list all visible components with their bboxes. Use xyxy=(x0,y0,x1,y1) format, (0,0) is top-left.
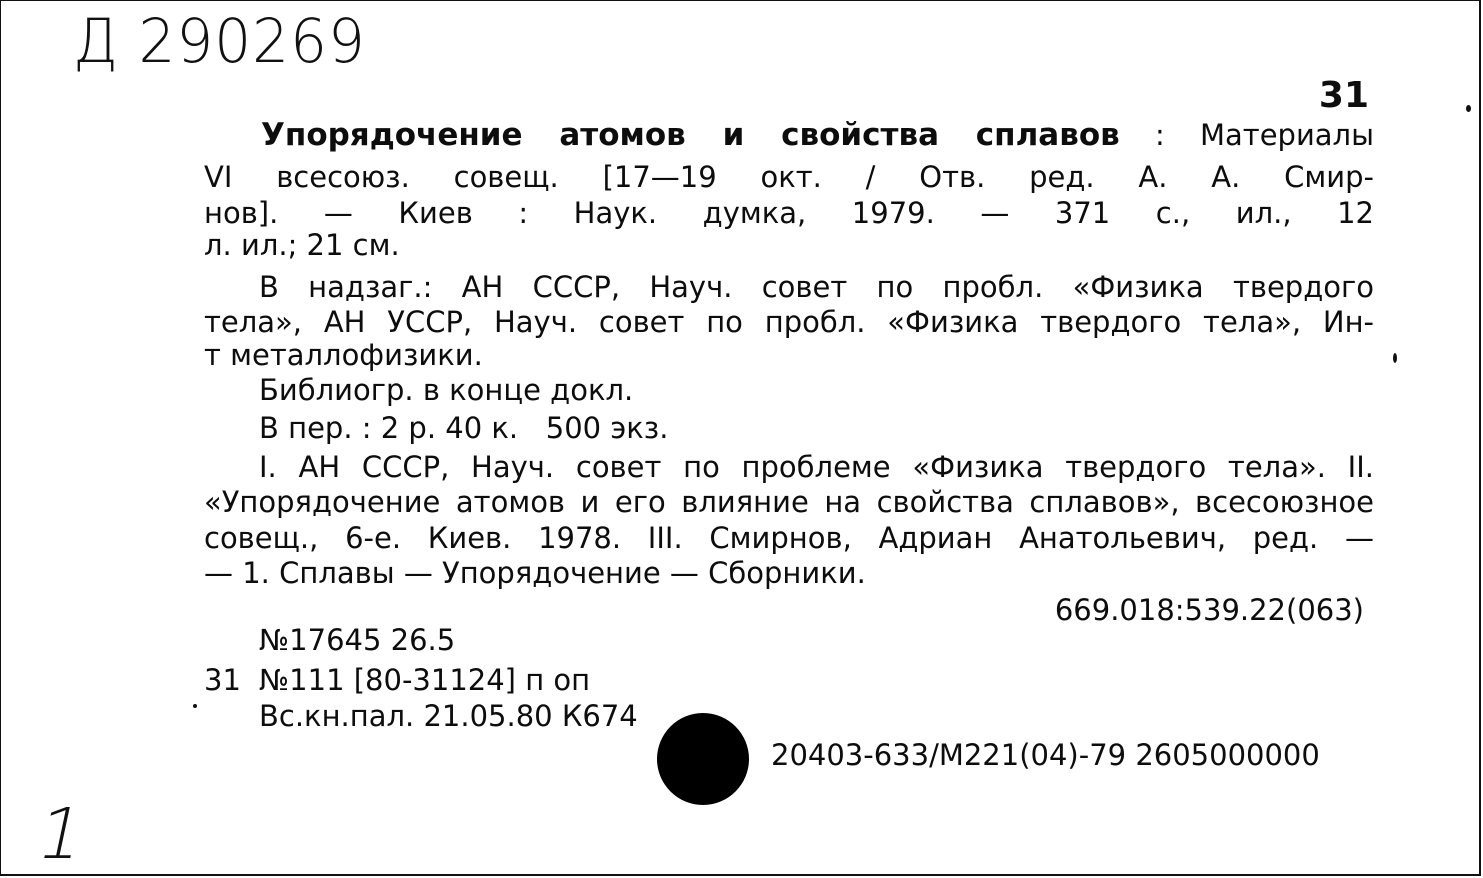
note-price: В пер. : 2 р. 40 к. 500 экз. xyxy=(259,411,669,445)
entry-line-3: нов]. — Киев : Наук. думка, 1979. — 371 с., ил., 12 xyxy=(204,196,1374,230)
handwritten-number: 1 xyxy=(30,793,93,875)
entry-title-rest: : Материалы xyxy=(1119,118,1374,152)
punch-hole xyxy=(657,713,749,805)
isbn-code: 20403-633/М221(04)-79 2605000000 xyxy=(771,738,1320,772)
tracing-line-1: I. АН СССР, Науч. совет по проблеме «Физика твердого тела». II. xyxy=(259,450,1374,484)
accession-line-1: №17645 26.5 xyxy=(259,623,456,657)
note-header-line-1: В надзаг.: АН СССР, Науч. совет по пробл. «Физика твердого xyxy=(259,270,1374,304)
speck-mark xyxy=(193,704,197,708)
entry-line-4: л. ил.; 21 см. xyxy=(204,228,400,262)
entry-title-line xyxy=(204,119,1374,151)
accession-prefix: 31 xyxy=(204,663,241,697)
entry-title: Упорядочение атомов и свойства сплавов xyxy=(261,117,1120,153)
speck-mark xyxy=(1393,353,1397,363)
accession-line-3: Вс.кн.пал. 21.05.80 К674 xyxy=(259,699,638,733)
page-number: 31 xyxy=(1318,75,1369,116)
tracing-line-2: «Упорядочение атомов и его влияние на свойства сплавов», всесоюзное xyxy=(204,485,1374,519)
entry-line-2: VI всесоюз. совещ. [17—19 окт. / Отв. ред. А. А. Смир- xyxy=(204,160,1374,194)
udc-code: 669.018:539.22(063) xyxy=(1054,593,1364,627)
note-header-line-3: т металлофизики. xyxy=(204,338,483,372)
tracing-line-4: — 1. Сплавы — Упорядочение — Сборники. xyxy=(204,556,866,590)
speck-mark xyxy=(1466,105,1471,112)
handwritten-code: Д 290269 xyxy=(73,5,366,77)
note-bibliography: Библиогр. в конце докл. xyxy=(259,373,634,407)
tracing-line-3: совещ., 6-е. Киев. 1978. III. Смирнов, Адриан Анатольевич, ред. — xyxy=(204,521,1374,555)
note-header-line-2: тела», АН УССР, Науч. совет по пробл. «Физика твердого тела», Ин- xyxy=(204,305,1374,339)
accession-line-2: №111 [80-31124] п оп xyxy=(259,663,591,697)
